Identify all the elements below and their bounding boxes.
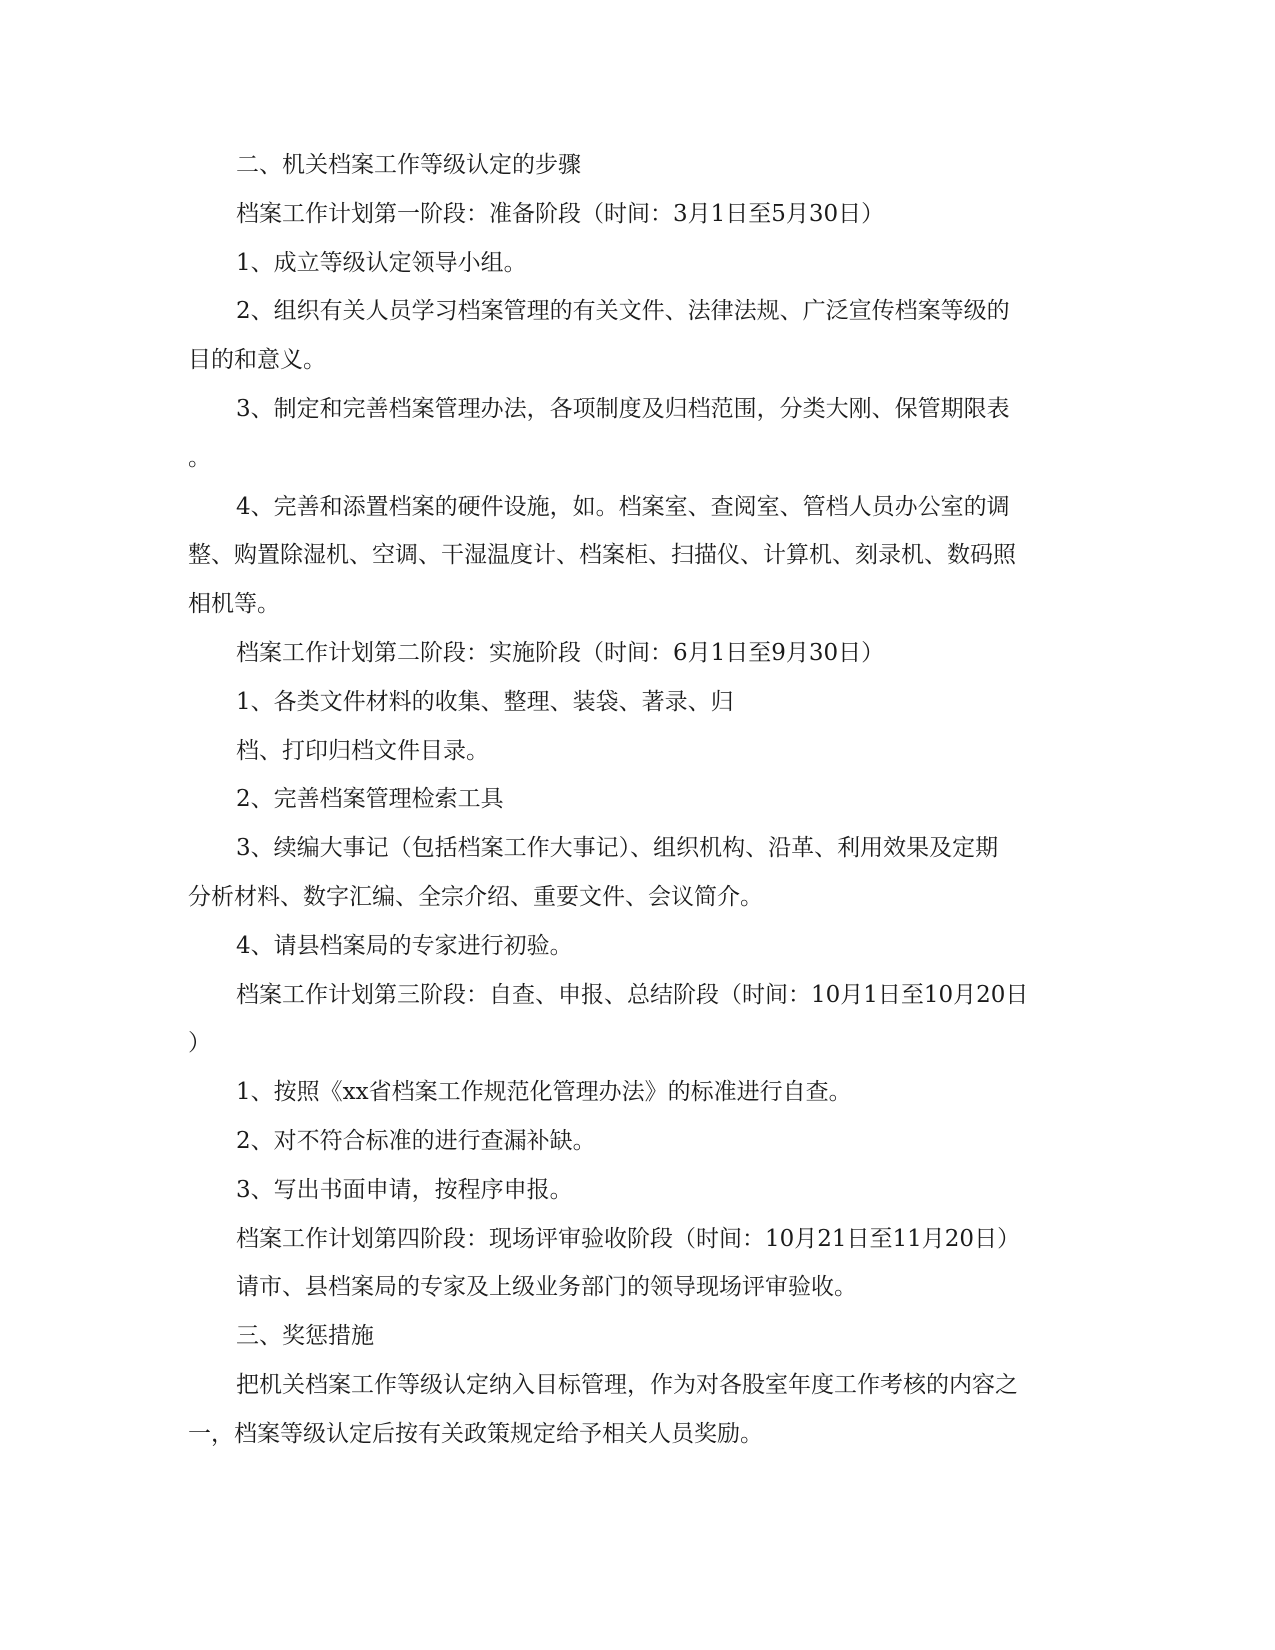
paragraph-line: 请市、县档案局的专家及上级业务部门的领导现场评审验收。: [236, 1274, 857, 1301]
paragraph-line: 3、续编大事记（包括档案工作大事记）、组织机构、沿革、利用效果及定期: [236, 835, 999, 862]
paragraph-line: 。: [188, 444, 211, 471]
paragraph-line: 档、打印归档文件目录。: [236, 737, 489, 764]
paragraph-line: 4、请县档案局的专家进行初验。: [236, 932, 573, 959]
stage-heading: 档案工作计划第一阶段：准备阶段（时间：3月1日至5月30日）: [236, 200, 885, 227]
stage-heading: 档案工作计划第二阶段：实施阶段（时间：6月1日至9月30日）: [236, 639, 885, 666]
document-body: [188, 141, 1088, 1459]
paragraph-line: 把机关档案工作等级认定纳入目标管理，作为对各股室年度工作考核的内容之: [236, 1371, 1018, 1398]
paragraph-line: 4、完善和添置档案的硬件设施，如。档案室、查阅室、管档人员办公室的调: [236, 493, 1010, 520]
stage-heading: 档案工作计划第四阶段：现场评审验收阶段（时间：10月21日至11月20日）: [236, 1225, 1021, 1252]
paragraph-line: 1、成立等级认定领导小组。: [236, 249, 527, 276]
paragraph-line: 整、购置除湿机、空调、干湿温度计、档案柜、扫描仪、计算机、刻录机、数码照: [188, 542, 1016, 569]
paragraph-line: 1、按照《xx省档案工作规范化管理办法》的标准进行自查。: [236, 1079, 852, 1106]
paragraph-line: ）: [188, 1030, 211, 1057]
paragraph-line: 2、对不符合标准的进行查漏补缺。: [236, 1127, 596, 1154]
stage-heading: 档案工作计划第三阶段：自查、申报、总结阶段（时间：10月1日至10月20日: [236, 981, 1029, 1008]
paragraph-line: 1、各类文件材料的收集、整理、装袋、著录、归: [236, 688, 734, 715]
paragraph-line: 3、制定和完善档案管理办法，各项制度及归档范围，分类大刚、保管期限表: [236, 395, 1010, 422]
section-heading: 二、机关档案工作等级认定的步骤: [236, 152, 581, 178]
paragraph-line: 一，档案等级认定后按有关政策规定给予相关人员奖励。: [188, 1420, 763, 1447]
section-heading: 三、奖惩措施: [236, 1323, 374, 1350]
paragraph-line: 目的和意义。: [188, 347, 326, 374]
paragraph-line: 2、组织有关人员学习档案管理的有关文件、法律法规、广泛宣传档案等级的: [236, 298, 1010, 325]
paragraph-line: 分析材料、数字汇编、全宗介绍、重要文件、会议简介。: [188, 883, 763, 910]
paragraph-line: 相机等。: [188, 591, 280, 618]
paragraph-line: 3、写出书面申请，按程序申报。: [236, 1176, 573, 1203]
paragraph-line: 2、完善档案管理检索工具: [236, 786, 504, 813]
